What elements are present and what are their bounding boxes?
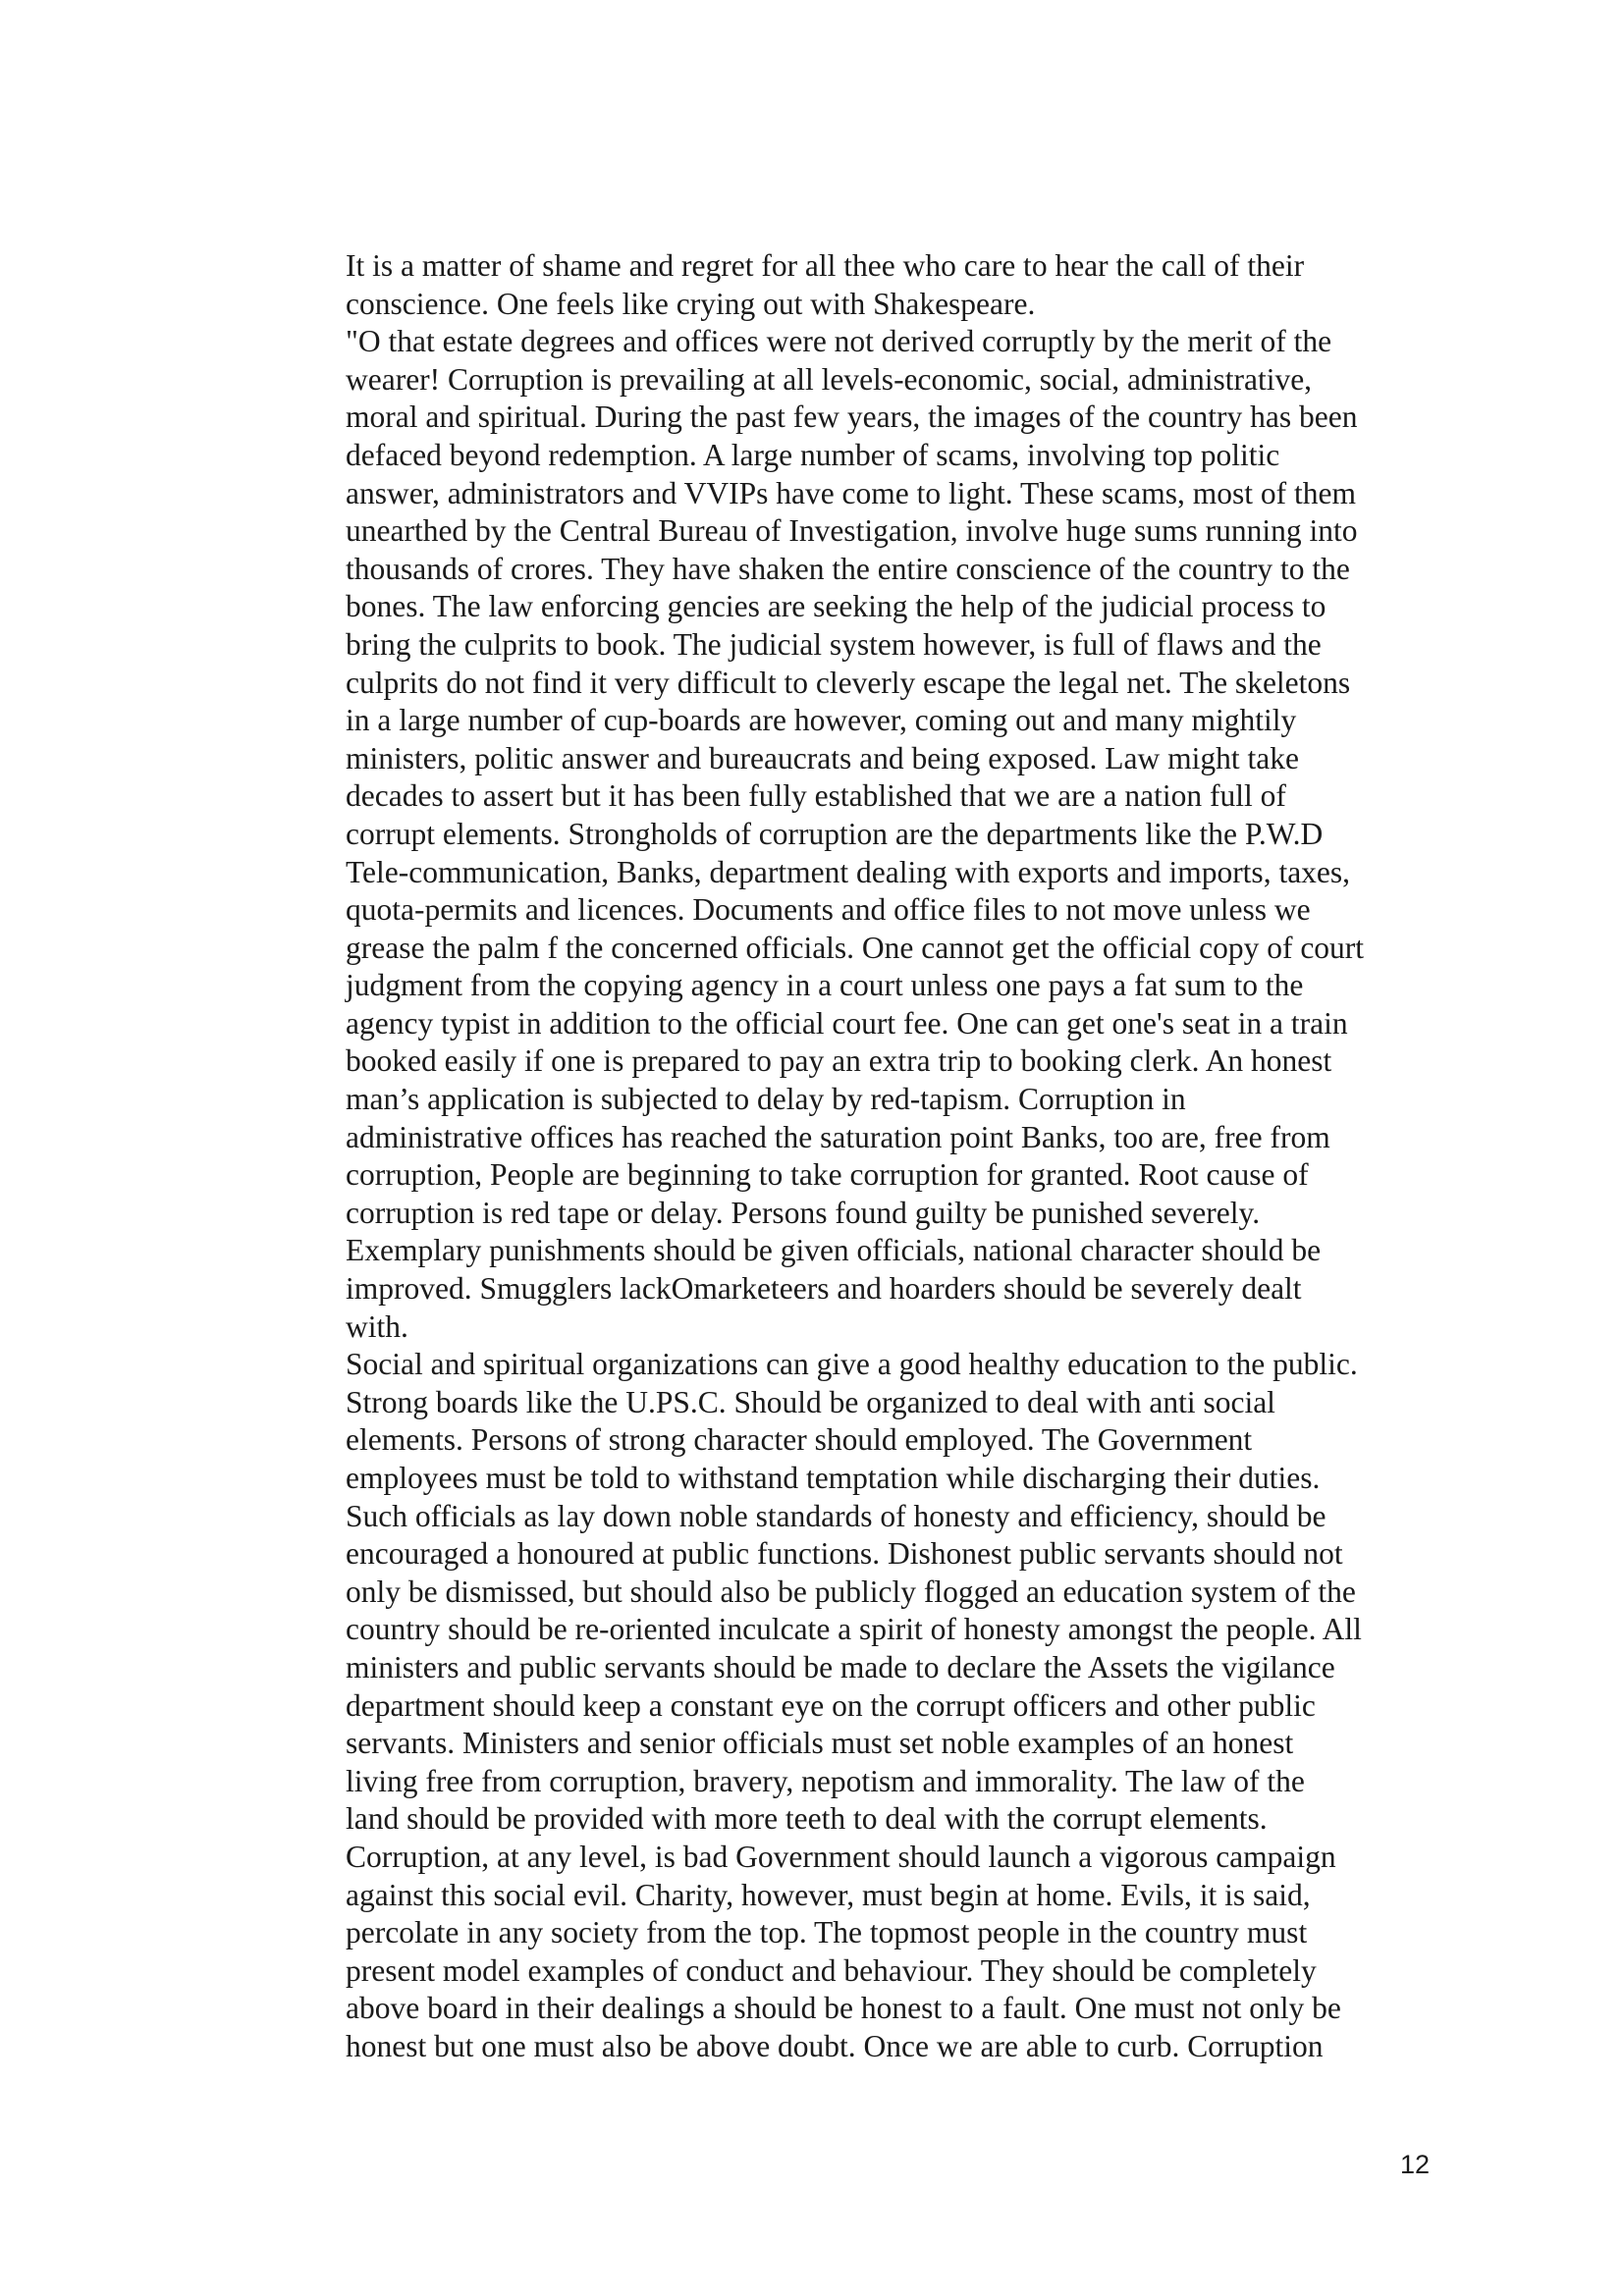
text-line: improved. Smugglers lackOmarketeers and hoarders should be severely dealt: [346, 1271, 1302, 1307]
text-line: servants. Ministers and senior officials must set noble examples of an honest: [346, 1726, 1294, 1761]
text-line: unearthed by the Central Bureau of Investigation, involve huge sums running into: [346, 513, 1358, 549]
text-line: moral and spiritual. During the past few years, the images of the country has been: [346, 400, 1358, 435]
text-line: elements. Persons of strong character should employed. The Government: [346, 1422, 1253, 1458]
text-line: judgment from the copying agency in a court unless one pays a fat sum to the: [346, 968, 1304, 1003]
text-line: administrative offices has reached the saturation point Banks, too are, free from: [346, 1119, 1330, 1154]
text-line: It is a matter of shame and regret for all thee who care to hear the call of their: [346, 248, 1305, 283]
text-line: defaced beyond redemption. A large number of scams, involving top politic: [346, 437, 1280, 472]
text-line: bones. The law enforcing gencies are seeking the help of the judicial process to: [346, 589, 1326, 624]
text-line: conscience. One feels like crying out with Shakespeare.: [346, 286, 1036, 321]
text-line: thousands of crores. They have shaken the entire conscience of the country to the: [346, 551, 1350, 586]
text-line: answer, administrators and VVIPs have come to light. These scams, most of them: [346, 475, 1357, 510]
text-line: booked easily if one is prepared to pay an extra trip to booking clerk. An honest: [346, 1043, 1332, 1079]
text-line: ministers, politic answer and bureaucrats and being exposed. Law might take: [346, 740, 1299, 775]
body-text: [346, 247, 1455, 2066]
text-line: living free from corruption, bravery, nepotism and immorality. The law of the: [346, 1763, 1305, 1798]
text-line: quota-permits and licences. Documents and office files to not move unless we: [346, 892, 1311, 928]
page-number: 12: [1400, 2150, 1431, 2179]
text-line: with.: [346, 1308, 408, 1344]
text-line: land should be provided with more teeth to deal with the corrupt elements.: [346, 1801, 1268, 1837]
text-line: Strong boards like the U.PS.C. Should be organized to deal with anti social: [346, 1384, 1275, 1419]
text-line: wearer! Corruption is prevailing at all levels-economic, social, administrative,: [346, 361, 1313, 397]
text-line: country should be re-oriented inculcate a spirit of honesty amongst the people. All: [346, 1612, 1362, 1647]
text-line: Tele-communication, Banks, department dealing with exports and imports, taxes,: [346, 854, 1351, 889]
text-line: "O that estate degrees and offices were not derived corruptly by the merit of the: [346, 324, 1332, 359]
text-line: corrupt elements. Strongholds of corruption are the departments like the P.W.D: [346, 816, 1324, 851]
text-line: employees must be told to withstand temptation while discharging their duties.: [346, 1461, 1321, 1495]
text-line: percolate in any society from the top. The topmost people in the country must: [346, 1915, 1308, 1950]
text-line: decades to assert but it has been fully established that we are a nation full of: [346, 778, 1286, 814]
text-line: only be dismissed, but should also be publicly flogged an education system of the: [346, 1574, 1356, 1609]
text-line: present model examples of conduct and behaviour. They should be completely: [346, 1952, 1317, 1988]
text-line: man’s application is subjected to delay by red-tapism. Corruption in: [346, 1082, 1186, 1117]
text-line: Such officials as lay down noble standards of honesty and efficiency, should be: [346, 1498, 1326, 1533]
text-line: corruption is red tape or delay. Persons found guilty be punished severely.: [346, 1195, 1261, 1230]
text-line: Exemplary punishments should be given officials, national character should be: [346, 1233, 1322, 1268]
text-line: grease the palm f the concerned officials. One cannot get the official copy of court: [346, 930, 1365, 965]
text-line: honest but one must also be above doubt. Once we are able to curb. Corruption: [346, 2028, 1324, 2063]
text-line: above board in their dealings a should be honest to a fault. One must not only be: [346, 1991, 1341, 2026]
text-line: against this social evil. Charity, however, must begin at home. Evils, it is said,: [346, 1877, 1311, 1912]
text-line: corruption, People are beginning to take corruption for granted. Root cause of: [346, 1157, 1309, 1193]
text-line: encouraged a honoured at public functions. Dishonest public servants should not: [346, 1536, 1343, 1572]
text-line: Corruption, at any level, is bad Government should launch a vigorous campaign: [346, 1839, 1336, 1874]
text-line: Social and spiritual organizations can give a good healthy education to the public.: [346, 1347, 1358, 1382]
text-line: agency typist in addition to the official court fee. One can get one's seat in a train: [346, 1005, 1348, 1041]
text-line: ministers and public servants should be made to declare the Assets the vigilance: [346, 1649, 1335, 1684]
text-line: in a large number of cup-boards are however, coming out and many mightily: [346, 703, 1297, 738]
text-line: bring the culprits to book. The judicial system however, is full of flaws and the: [346, 626, 1322, 662]
text-line: culprits do not find it very difficult to cleverly escape the legal net. The skeletons: [346, 665, 1351, 700]
text-line: department should keep a constant eye on the corrupt officers and other public: [346, 1687, 1316, 1723]
